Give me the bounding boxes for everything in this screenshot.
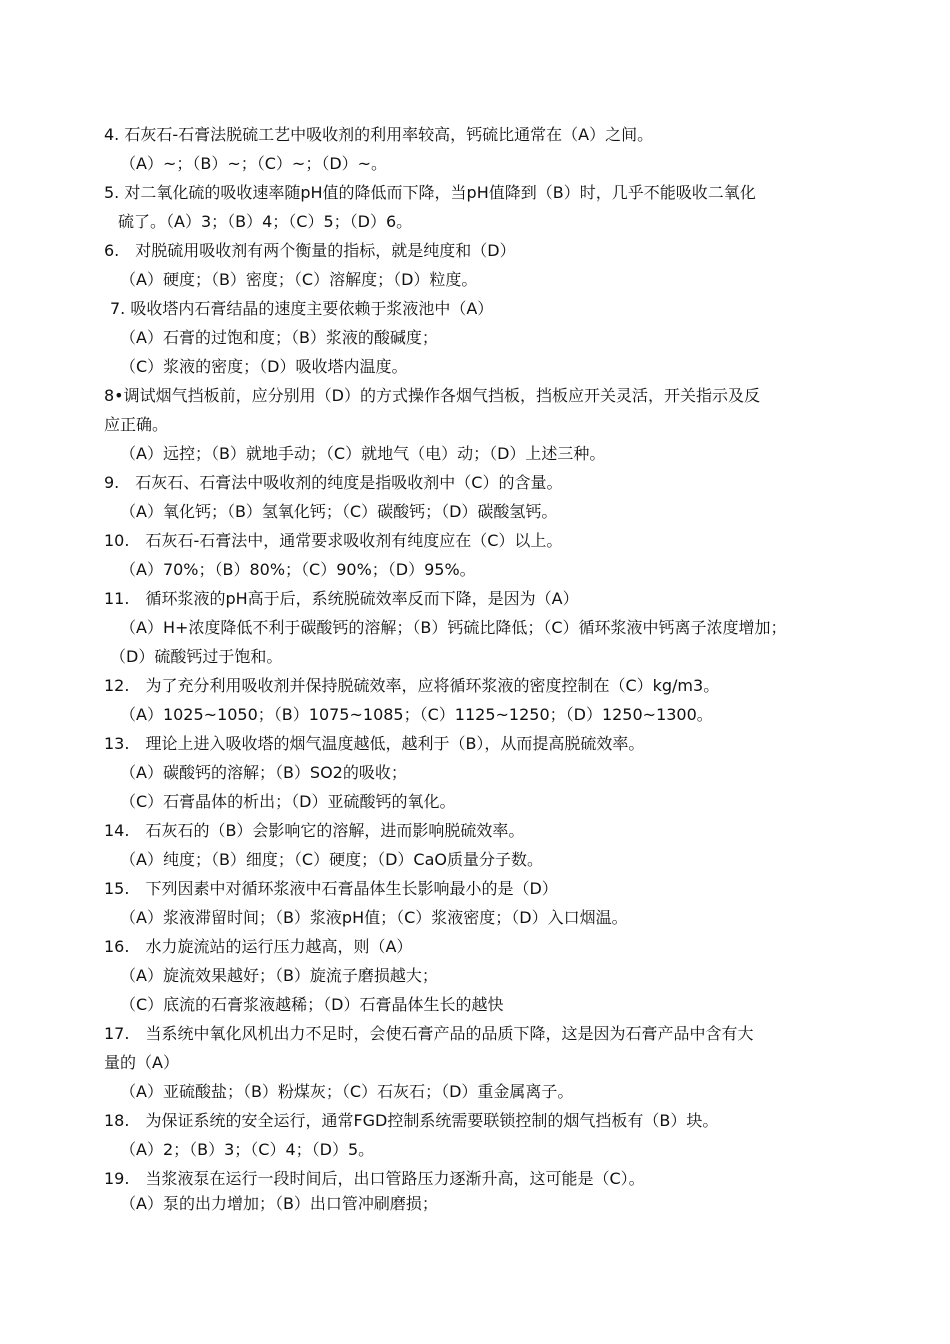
question-18-options: （A）2；（B）3；（C）4；（D）5。	[120, 1140, 375, 1159]
question-16-options-a-b: （A）旋流效果越好；（B）旋流子磨损越大；	[120, 966, 438, 985]
question-10-options: （A）70%；（B）80%；（C）90%；（D）95%。	[120, 560, 476, 579]
question-19: 19. 当浆液泵在运行一段时间后，出口管路压力逐渐升高，这可能是（C）。	[104, 1169, 645, 1188]
question-13-options-c-d: （C）石膏晶体的析出；（D）亚硫酸钙的氧化。	[120, 792, 456, 811]
question-17: 17. 当系统中氧化风机出力不足时，会使石膏产品的品质下降，这是因为石膏产品中含有大	[104, 1024, 754, 1043]
question-8: 8•调试烟气挡板前，应分别用（D）的方式操作各烟气挡板，挡板应开关灵活，开关指示及反	[104, 386, 760, 405]
question-5: 5. 对二氧化硫的吸收速率随pH值的降低而下降，当pH值降到（B）时，几乎不能吸收二氧化	[104, 183, 756, 202]
question-11: 11. 循环浆液的pH高于后，系统脱硫效率反而下降，是因为（A）	[104, 589, 579, 608]
question-9-options: （A）氧化钙；（B）氢氧化钙；（C）碳酸钙；（D）碳酸氢钙。	[120, 502, 558, 521]
question-5-options: 硫了。（A）3；（B）4；（C）5；（D）6。	[118, 212, 413, 231]
question-15: 15. 下列因素中对循环浆液中石膏晶体生长影响最小的是（D）	[104, 879, 558, 898]
question-17-continued: 量的（A）	[104, 1053, 179, 1072]
question-8-options: （A）远控；（B）就地手动；（C）就地气（电）动；（D）上述三种。	[120, 444, 606, 463]
question-12: 12. 为了充分利用吸收剂并保持脱硫效率，应将循环浆液的密度控制在（C）kg/m3。	[104, 676, 720, 695]
question-13-options-a-b: （A）碳酸钙的溶解；（B）SO2的吸收；	[120, 763, 407, 782]
question-11-options: （A）H+浓度降低不利于碳酸钙的溶解；（B）钙硫比降低；（C）循环浆液中钙离子浓度增加；	[120, 618, 787, 637]
question-7-options-c-d: （C）浆液的密度；（D）吸收塔内温度。	[120, 357, 408, 376]
question-4-options: （A）~；（B）~；（C）~；（D）~。	[120, 154, 388, 173]
question-10: 10. 石灰石-石膏法中，通常要求吸收剂有纯度应在（C）以上。	[104, 531, 563, 550]
question-6-options: （A）硬度；（B）密度；（C）溶解度；（D）粒度。	[120, 270, 478, 289]
question-7: 7. 吸收塔内石膏结晶的速度主要依赖于浆液池中（A）	[110, 299, 494, 318]
question-13: 13. 理论上进入吸收塔的烟气温度越低，越利于（B），从而提高脱硫效率。	[104, 734, 645, 753]
question-12-options: （A）1025~1050；（B）1075~1085；（C）1125~1250；（D）1250~1300。	[120, 705, 713, 724]
question-11-options-continued: （D）硫酸钙过于饱和。	[110, 647, 283, 666]
question-19-options: （A）泵的出力增加；（B）出口管冲刷磨损；	[120, 1194, 438, 1213]
question-14: 14. 石灰石的（B）会影响它的溶解，进而影响脱硫效率。	[104, 821, 525, 840]
question-4: 4. 石灰石-石膏法脱硫工艺中吸收剂的利用率较高，钙硫比通常在（A）之间。	[104, 125, 654, 144]
question-15-options: （A）浆液滞留时间；（B）浆液pH值；（C）浆液密度；（D）入口烟温。	[120, 908, 628, 927]
question-16: 16. 水力旋流站的运行压力越高，则（A）	[104, 937, 413, 956]
question-14-options: （A）纯度；（B）细度；（C）硬度；（D）CaO质量分子数。	[120, 850, 543, 869]
question-7-options-a-b: （A）石膏的过饱和度；（B）浆液的酸碱度；	[120, 328, 438, 347]
question-16-options-c-d: （C）底流的石膏浆液越稀；（D）石膏晶体生长的越快	[120, 995, 504, 1014]
question-9: 9. 石灰石、石膏法中吸收剂的纯度是指吸收剂中（C）的含量。	[104, 473, 563, 492]
question-17-options: （A）亚硫酸盐；（B）粉煤灰；（C）石灰石；（D）重金属离子。	[120, 1082, 574, 1101]
question-6: 6. 对脱硫用吸收剂有两个衡量的指标，就是纯度和（D）	[104, 241, 516, 260]
question-8-continued: 应正确。	[104, 415, 169, 434]
question-18: 18. 为保证系统的安全运行，通常FGD控制系统需要联锁控制的烟气挡板有（B）块。	[104, 1111, 719, 1130]
